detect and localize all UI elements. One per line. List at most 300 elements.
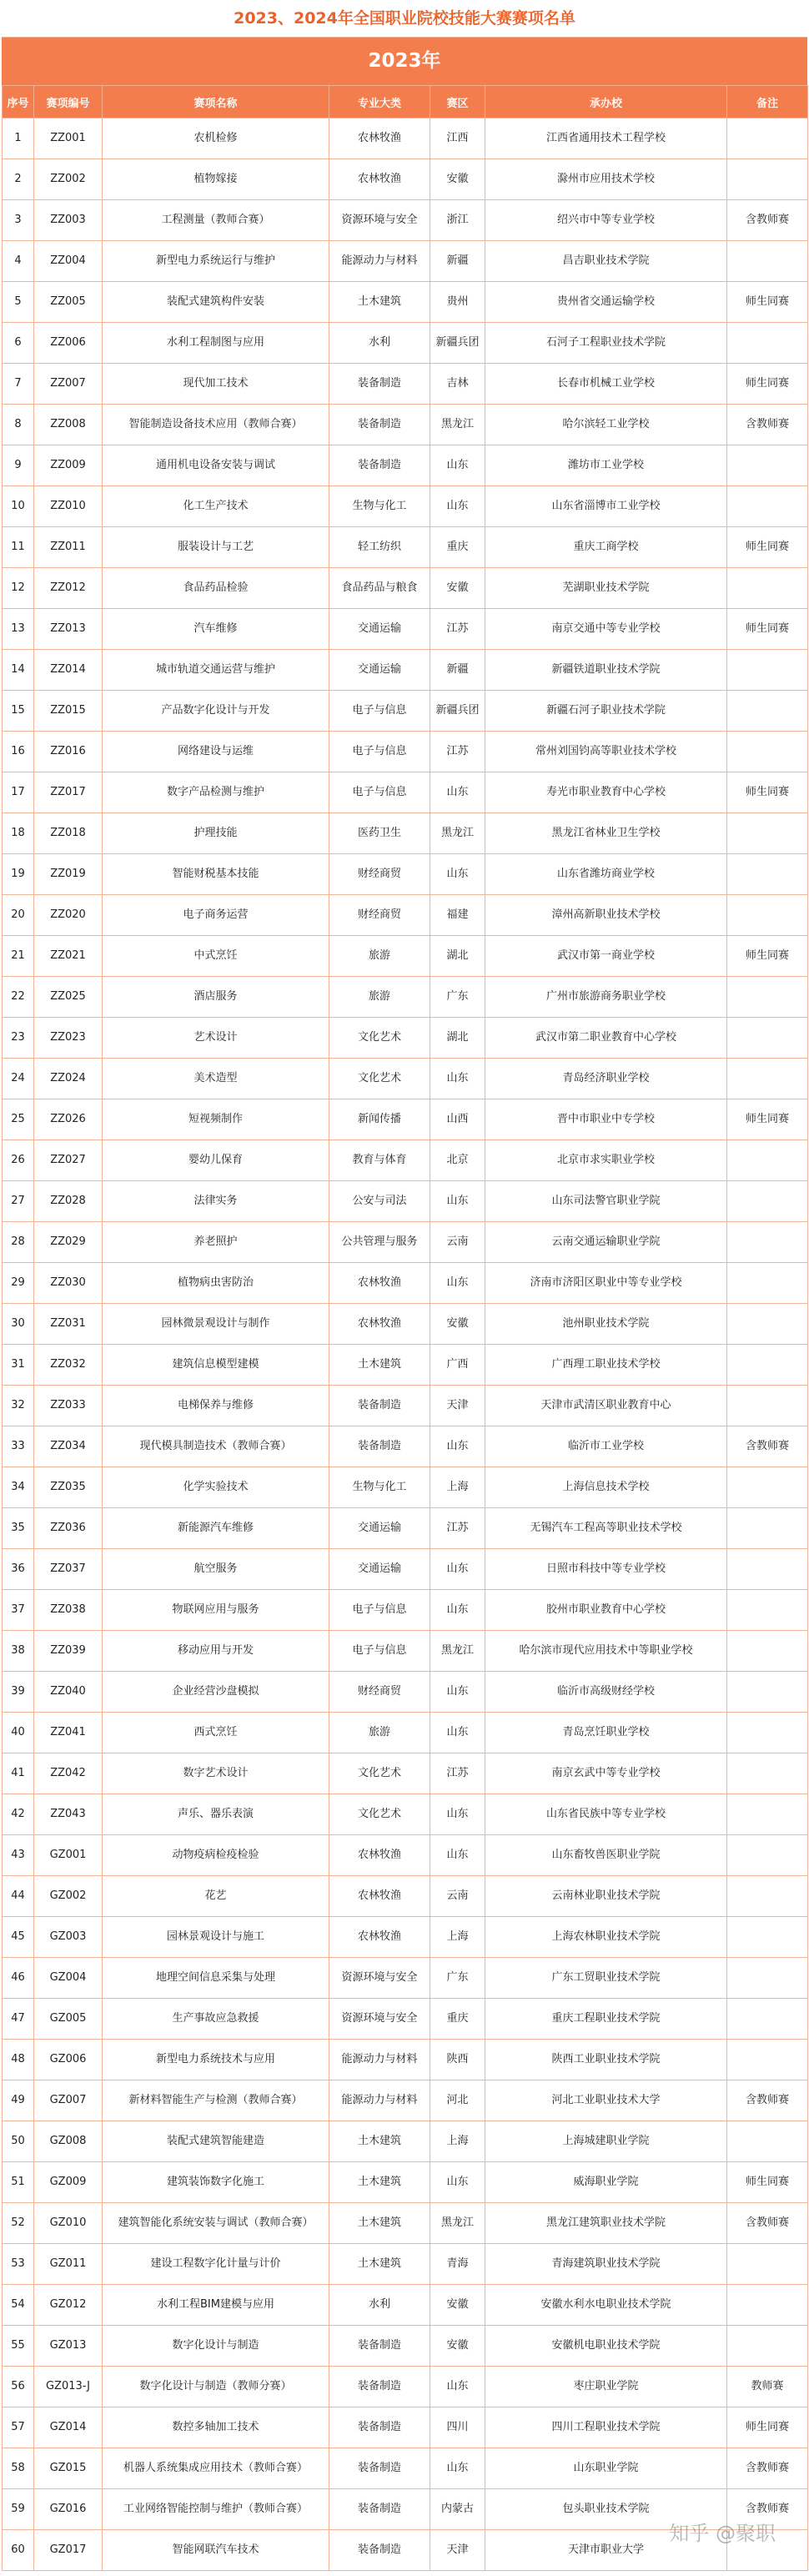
- cell-remark: [727, 977, 808, 1018]
- cell-code: GZ013-J: [34, 2367, 103, 2407]
- cell-region: 山东: [430, 445, 485, 486]
- cell-category: 土木建筑: [329, 1345, 430, 1386]
- cell-category: 资源环境与安全: [329, 200, 430, 241]
- cell-index: 43: [3, 1835, 34, 1876]
- cell-host-school: 广州市旅游商务职业学校: [485, 977, 727, 1018]
- cell-index: 58: [3, 2448, 34, 2489]
- cell-category: 教育与体育: [329, 1140, 430, 1181]
- cell-category: 资源环境与安全: [329, 1958, 430, 1999]
- cell-host-school: 新疆石河子职业技术学院: [485, 691, 727, 732]
- cell-host-school: 山东省淄博市工业学校: [485, 486, 727, 527]
- table-row: [3, 282, 808, 323]
- cell-index: 55: [3, 2326, 34, 2367]
- cell-remark: [727, 1794, 808, 1835]
- cell-remark: [727, 854, 808, 895]
- table-row: [3, 732, 808, 772]
- cell-index: 19: [3, 854, 34, 895]
- cell-remark: [727, 486, 808, 527]
- cell-event-name: 植物病虫害防治: [103, 1263, 329, 1304]
- cell-index: 13: [3, 609, 34, 650]
- cell-index: 38: [3, 1631, 34, 1672]
- cell-host-school: 包头职业技术学院: [485, 2489, 727, 2530]
- table-row: [3, 1345, 808, 1386]
- cell-region: 青海: [430, 2244, 485, 2285]
- cell-region: 新疆兵团: [430, 691, 485, 732]
- cell-region: 广西: [430, 1345, 485, 1386]
- table-row: [3, 1631, 808, 1672]
- cell-category: 能源动力与材料: [329, 2040, 430, 2080]
- cell-category: 装备制造: [329, 2448, 430, 2489]
- cell-category: 农林牧渔: [329, 118, 430, 159]
- cell-event-name: 声乐、器乐表演: [103, 1794, 329, 1835]
- cell-index: 15: [3, 691, 34, 732]
- cell-index: 50: [3, 2121, 34, 2162]
- table-row: [3, 405, 808, 445]
- cell-index: 34: [3, 1467, 34, 1508]
- cell-index: 4: [3, 241, 34, 282]
- cell-event-name: 工业网络智能控制与维护（教师合赛）: [103, 2489, 329, 2530]
- cell-code: GZ017: [34, 2530, 103, 2571]
- cell-code: ZZ032: [34, 1345, 103, 1386]
- table-header-row: [3, 86, 808, 118]
- table-row: [3, 159, 808, 200]
- cell-category: 交通运输: [329, 1508, 430, 1549]
- header-event-name: 赛项名称: [103, 86, 329, 118]
- header-remark: 备注: [727, 86, 808, 118]
- cell-region: 安徽: [430, 2326, 485, 2367]
- table-row: [3, 323, 808, 364]
- cell-remark: [727, 895, 808, 936]
- cell-category: 电子与信息: [329, 772, 430, 813]
- cell-index: 12: [3, 568, 34, 609]
- cell-host-school: 山东职业学院: [485, 2448, 727, 2489]
- cell-event-name: 地理空间信息采集与处理: [103, 1958, 329, 1999]
- cell-host-school: 江西省通用技术工程学校: [485, 118, 727, 159]
- cell-remark: 师生同赛: [727, 609, 808, 650]
- cell-code: ZZ035: [34, 1467, 103, 1508]
- table-row: [3, 445, 808, 486]
- cell-category: 装备制造: [329, 2530, 430, 2571]
- cell-category: 能源动力与材料: [329, 2080, 430, 2121]
- cell-category: 土木建筑: [329, 2203, 430, 2244]
- cell-region: 云南: [430, 1876, 485, 1917]
- cell-remark: [727, 159, 808, 200]
- cell-category: 装备制造: [329, 445, 430, 486]
- cell-index: 33: [3, 1426, 34, 1467]
- table-row: [3, 1140, 808, 1181]
- cell-host-school: 日照市科技中等专业学校: [485, 1549, 727, 1590]
- cell-region: 山东: [430, 486, 485, 527]
- cell-region: 上海: [430, 2121, 485, 2162]
- cell-event-name: 短视频制作: [103, 1099, 329, 1140]
- cell-event-name: 汽车维修: [103, 609, 329, 650]
- cell-event-name: 工程测量（教师合赛）: [103, 200, 329, 241]
- cell-remark: 师生同赛: [727, 364, 808, 405]
- cell-host-school: 山东司法警官职业学院: [485, 1181, 727, 1222]
- table-row: [3, 650, 808, 691]
- cell-host-school: 哈尔滨市现代应用技术中等职业学校: [485, 1631, 727, 1672]
- cell-region: 山东: [430, 2162, 485, 2203]
- cell-code: ZZ024: [34, 1059, 103, 1099]
- cell-event-name: 企业经营沙盘模拟: [103, 1672, 329, 1713]
- table-row: [3, 895, 808, 936]
- cell-category: 电子与信息: [329, 1590, 430, 1631]
- cell-code: ZZ003: [34, 200, 103, 241]
- cell-index: 6: [3, 323, 34, 364]
- cell-remark: [727, 1917, 808, 1958]
- cell-code: ZZ007: [34, 364, 103, 405]
- cell-event-name: 生产事故应急救援: [103, 1999, 329, 2040]
- header-category: 专业大类: [329, 86, 430, 118]
- cell-code: ZZ015: [34, 691, 103, 732]
- cell-region: 湖北: [430, 1018, 485, 1059]
- cell-category: 装备制造: [329, 364, 430, 405]
- cell-region: 山东: [430, 2448, 485, 2489]
- cell-remark: [727, 813, 808, 854]
- cell-event-name: 智能制造设备技术应用（教师合赛）: [103, 405, 329, 445]
- cell-code: GZ014: [34, 2407, 103, 2448]
- cell-event-name: 城市轨道交通运营与维护: [103, 650, 329, 691]
- cell-code: ZZ004: [34, 241, 103, 282]
- cell-host-school: 寿光市职业教育中心学校: [485, 772, 727, 813]
- cell-category: 农林牧渔: [329, 1876, 430, 1917]
- cell-code: ZZ019: [34, 854, 103, 895]
- cell-code: GZ012: [34, 2285, 103, 2326]
- cell-code: ZZ016: [34, 732, 103, 772]
- cell-host-school: 济南市济阳区职业中等专业学校: [485, 1263, 727, 1304]
- cell-region: 山东: [430, 1263, 485, 1304]
- cell-category: 土木建筑: [329, 2162, 430, 2203]
- cell-category: 土木建筑: [329, 2244, 430, 2285]
- cell-code: ZZ031: [34, 1304, 103, 1345]
- cell-host-school: 山东省潍坊商业学校: [485, 854, 727, 895]
- cell-event-name: 建筑信息模型建模: [103, 1345, 329, 1386]
- cell-remark: [727, 650, 808, 691]
- cell-host-school: 广西理工职业技术学校: [485, 1345, 727, 1386]
- cell-region: 山东: [430, 1835, 485, 1876]
- cell-code: ZZ005: [34, 282, 103, 323]
- cell-event-name: 婴幼儿保育: [103, 1140, 329, 1181]
- cell-code: ZZ026: [34, 1099, 103, 1140]
- cell-index: 5: [3, 282, 34, 323]
- cell-category: 农林牧渔: [329, 1263, 430, 1304]
- cell-remark: [727, 2244, 808, 2285]
- cell-index: 16: [3, 732, 34, 772]
- table-row: [3, 854, 808, 895]
- cell-region: 安徽: [430, 159, 485, 200]
- cell-host-school: 上海城建职业学院: [485, 2121, 727, 2162]
- cell-code: ZZ030: [34, 1263, 103, 1304]
- table-row: [3, 1753, 808, 1794]
- cell-event-name: 产品数字化设计与开发: [103, 691, 329, 732]
- table-row: [3, 2367, 808, 2407]
- cell-remark: [727, 1222, 808, 1263]
- cell-index: 52: [3, 2203, 34, 2244]
- cell-category: 水利: [329, 323, 430, 364]
- cell-event-name: 数字化设计与制造（教师分赛）: [103, 2367, 329, 2407]
- cell-host-school: 枣庄职业学院: [485, 2367, 727, 2407]
- cell-index: 21: [3, 936, 34, 977]
- cell-index: 3: [3, 200, 34, 241]
- table-row: [3, 1590, 808, 1631]
- table-body: [3, 118, 808, 2571]
- cell-event-name: 服装设计与工艺: [103, 527, 329, 568]
- cell-index: 39: [3, 1672, 34, 1713]
- cell-category: 医药卫生: [329, 813, 430, 854]
- cell-event-name: 新型电力系统技术与应用: [103, 2040, 329, 2080]
- cell-category: 文化艺术: [329, 1059, 430, 1099]
- cell-code: GZ009: [34, 2162, 103, 2203]
- cell-remark: [727, 2326, 808, 2367]
- cell-category: 电子与信息: [329, 1631, 430, 1672]
- cell-category: 装备制造: [329, 1386, 430, 1426]
- cell-event-name: 电子商务运营: [103, 895, 329, 936]
- cell-event-name: 数字产品检测与维护: [103, 772, 329, 813]
- cell-category: 交通运输: [329, 650, 430, 691]
- cell-code: ZZ017: [34, 772, 103, 813]
- cell-host-school: 黑龙江建筑职业技术学院: [485, 2203, 727, 2244]
- cell-host-school: 新疆铁道职业技术学院: [485, 650, 727, 691]
- table-row: [3, 527, 808, 568]
- cell-code: ZZ034: [34, 1426, 103, 1467]
- cell-event-name: 水利工程BIM建模与应用: [103, 2285, 329, 2326]
- cell-region: 江苏: [430, 609, 485, 650]
- cell-host-school: 天津市武清区职业教育中心: [485, 1386, 727, 1426]
- cell-category: 文化艺术: [329, 1753, 430, 1794]
- cell-code: GZ006: [34, 2040, 103, 2080]
- cell-remark: [727, 2121, 808, 2162]
- cell-index: 31: [3, 1345, 34, 1386]
- cell-event-name: 现代模具制造技术（教师合赛）: [103, 1426, 329, 1467]
- cell-event-name: 装配式建筑构件安装: [103, 282, 329, 323]
- cell-code: GZ013: [34, 2326, 103, 2367]
- cell-category: 公共管理与服务: [329, 1222, 430, 1263]
- table-row: [3, 2162, 808, 2203]
- cell-index: 18: [3, 813, 34, 854]
- cell-host-school: 昌吉职业技术学院: [485, 241, 727, 282]
- cell-region: 山东: [430, 854, 485, 895]
- table-row: [3, 1549, 808, 1590]
- cell-host-school: 青岛烹饪职业学校: [485, 1713, 727, 1753]
- cell-event-name: 智能财税基本技能: [103, 854, 329, 895]
- cell-code: GZ008: [34, 2121, 103, 2162]
- cell-host-school: 重庆工商学校: [485, 527, 727, 568]
- cell-region: 天津: [430, 1386, 485, 1426]
- cell-code: ZZ023: [34, 1018, 103, 1059]
- cell-host-school: 广东工贸职业技术学院: [485, 1958, 727, 1999]
- cell-index: 41: [3, 1753, 34, 1794]
- cell-index: 37: [3, 1590, 34, 1631]
- cell-index: 36: [3, 1549, 34, 1590]
- cell-event-name: 智能网联汽车技术: [103, 2530, 329, 2571]
- cell-index: 44: [3, 1876, 34, 1917]
- cell-region: 河北: [430, 2080, 485, 2121]
- cell-code: ZZ025: [34, 977, 103, 1018]
- cell-index: 35: [3, 1508, 34, 1549]
- cell-region: 山东: [430, 772, 485, 813]
- cell-region: 江苏: [430, 1508, 485, 1549]
- cell-remark: 含教师赛: [727, 2203, 808, 2244]
- cell-code: ZZ013: [34, 609, 103, 650]
- table-row: [3, 936, 808, 977]
- cell-region: 新疆兵团: [430, 323, 485, 364]
- cell-region: 江苏: [430, 732, 485, 772]
- cell-category: 土木建筑: [329, 2121, 430, 2162]
- cell-remark: [727, 1876, 808, 1917]
- cell-region: 黑龙江: [430, 813, 485, 854]
- cell-category: 文化艺术: [329, 1018, 430, 1059]
- cell-event-name: 航空服务: [103, 1549, 329, 1590]
- cell-index: 23: [3, 1018, 34, 1059]
- cell-category: 能源动力与材料: [329, 241, 430, 282]
- cell-code: ZZ018: [34, 813, 103, 854]
- cell-event-name: 装配式建筑智能建造: [103, 2121, 329, 2162]
- cell-remark: [727, 1263, 808, 1304]
- cell-category: 新闻传播: [329, 1099, 430, 1140]
- cell-code: GZ005: [34, 1999, 103, 2040]
- cell-remark: 师生同赛: [727, 936, 808, 977]
- cell-region: 黑龙江: [430, 1631, 485, 1672]
- cell-region: 广东: [430, 977, 485, 1018]
- cell-event-name: 养老照护: [103, 1222, 329, 1263]
- cell-region: 上海: [430, 1917, 485, 1958]
- cell-category: 旅游: [329, 977, 430, 1018]
- cell-code: ZZ029: [34, 1222, 103, 1263]
- cell-code: GZ011: [34, 2244, 103, 2285]
- cell-remark: [727, 1631, 808, 1672]
- cell-code: ZZ028: [34, 1181, 103, 1222]
- cell-code: ZZ010: [34, 486, 103, 527]
- cell-code: ZZ012: [34, 568, 103, 609]
- cell-event-name: 法律实务: [103, 1181, 329, 1222]
- cell-region: 广东: [430, 1958, 485, 1999]
- cell-event-name: 化工生产技术: [103, 486, 329, 527]
- cell-event-name: 机器人系统集成应用技术（教师合赛）: [103, 2448, 329, 2489]
- cell-host-school: 南京玄武中等专业学校: [485, 1753, 727, 1794]
- table-row: [3, 2121, 808, 2162]
- cell-category: 水利: [329, 2285, 430, 2326]
- cell-code: GZ016: [34, 2489, 103, 2530]
- cell-index: 40: [3, 1713, 34, 1753]
- cell-code: GZ010: [34, 2203, 103, 2244]
- cell-region: 天津: [430, 2530, 485, 2571]
- cell-region: 浙江: [430, 200, 485, 241]
- cell-remark: [727, 1181, 808, 1222]
- cell-host-school: 陕西工业职业技术学院: [485, 2040, 727, 2080]
- cell-remark: [727, 1508, 808, 1549]
- cell-code: GZ004: [34, 1958, 103, 1999]
- cell-index: 57: [3, 2407, 34, 2448]
- cell-host-school: 安徽机电职业技术学院: [485, 2326, 727, 2367]
- cell-category: 农林牧渔: [329, 1917, 430, 1958]
- cell-region: 山东: [430, 1059, 485, 1099]
- cell-host-school: 上海信息技术学校: [485, 1467, 727, 1508]
- cell-host-school: 无锡汽车工程高等职业技术学校: [485, 1508, 727, 1549]
- cell-host-school: 武汉市第二职业教育中心学校: [485, 1018, 727, 1059]
- cell-host-school: 漳州高新职业技术学校: [485, 895, 727, 936]
- header-host-school: 承办校: [485, 86, 727, 118]
- cell-category: 公安与司法: [329, 1181, 430, 1222]
- cell-category: 装备制造: [329, 2326, 430, 2367]
- cell-category: 轻工纺织: [329, 527, 430, 568]
- cell-code: ZZ014: [34, 650, 103, 691]
- cell-category: 电子与信息: [329, 732, 430, 772]
- cell-index: 42: [3, 1794, 34, 1835]
- cell-event-name: 电梯保养与维修: [103, 1386, 329, 1426]
- cell-host-school: 云南林业职业技术学院: [485, 1876, 727, 1917]
- table-row: [3, 2080, 808, 2121]
- cell-host-school: 滁州市应用技术学校: [485, 159, 727, 200]
- cell-remark: [727, 1753, 808, 1794]
- cell-region: 四川: [430, 2407, 485, 2448]
- table-row: [3, 1508, 808, 1549]
- cell-index: 29: [3, 1263, 34, 1304]
- cell-region: 山东: [430, 2367, 485, 2407]
- table-row: [3, 568, 808, 609]
- cell-event-name: 化学实验技术: [103, 1467, 329, 1508]
- cell-host-school: 芜湖职业技术学院: [485, 568, 727, 609]
- cell-category: 农林牧渔: [329, 159, 430, 200]
- table-row: [3, 2326, 808, 2367]
- table-row: [3, 1672, 808, 1713]
- cell-remark: [727, 1713, 808, 1753]
- cell-remark: 含教师赛: [727, 2448, 808, 2489]
- cell-event-name: 护理技能: [103, 813, 329, 854]
- cell-region: 安徽: [430, 2285, 485, 2326]
- cell-remark: [727, 1304, 808, 1345]
- table-row: [3, 1181, 808, 1222]
- cell-remark: [727, 1672, 808, 1713]
- cell-code: ZZ040: [34, 1672, 103, 1713]
- cell-category: 装备制造: [329, 2407, 430, 2448]
- cell-category: 农林牧渔: [329, 1304, 430, 1345]
- cell-index: 54: [3, 2285, 34, 2326]
- cell-region: 山东: [430, 1181, 485, 1222]
- table-row: [3, 118, 808, 159]
- cell-index: 17: [3, 772, 34, 813]
- cell-event-name: 动物疫病检疫检验: [103, 1835, 329, 1876]
- cell-code: ZZ043: [34, 1794, 103, 1835]
- cell-region: 贵州: [430, 282, 485, 323]
- cell-event-name: 数字化设计与制造: [103, 2326, 329, 2367]
- cell-index: 32: [3, 1386, 34, 1426]
- cell-region: 黑龙江: [430, 2203, 485, 2244]
- cell-host-school: 南京交通中等专业学校: [485, 609, 727, 650]
- cell-region: 陕西: [430, 2040, 485, 2080]
- cell-event-name: 数控多轴加工技术: [103, 2407, 329, 2448]
- cell-remark: [727, 445, 808, 486]
- cell-host-school: 池州职业技术学院: [485, 1304, 727, 1345]
- cell-category: 财经商贸: [329, 854, 430, 895]
- cell-category: 农林牧渔: [329, 1835, 430, 1876]
- cell-code: ZZ020: [34, 895, 103, 936]
- table-row: [3, 1059, 808, 1099]
- cell-region: 内蒙古: [430, 2489, 485, 2530]
- cell-remark: 教师赛: [727, 2367, 808, 2407]
- table-row: [3, 2285, 808, 2326]
- cell-host-school: 北京市求实职业学校: [485, 1140, 727, 1181]
- cell-region: 北京: [430, 1140, 485, 1181]
- cell-event-name: 物联网应用与服务: [103, 1590, 329, 1631]
- cell-event-name: 中式烹饪: [103, 936, 329, 977]
- table-row: [3, 1876, 808, 1917]
- cell-remark: [727, 1467, 808, 1508]
- cell-remark: 师生同赛: [727, 772, 808, 813]
- cell-code: ZZ039: [34, 1631, 103, 1672]
- cell-region: 云南: [430, 1222, 485, 1263]
- cell-index: 8: [3, 405, 34, 445]
- cell-code: ZZ002: [34, 159, 103, 200]
